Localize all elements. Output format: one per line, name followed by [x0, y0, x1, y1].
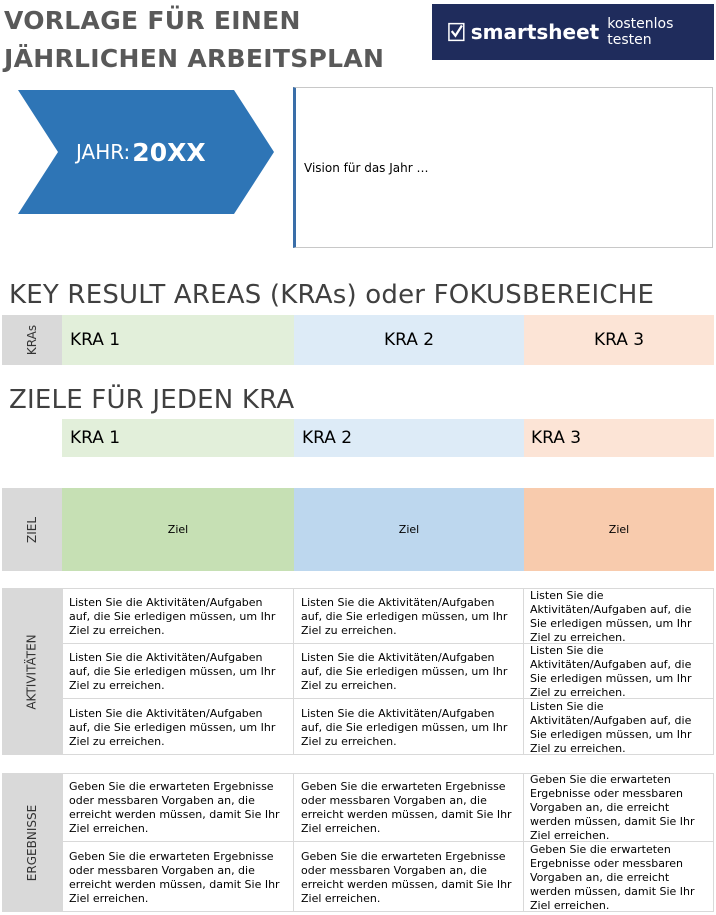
year-display: [76, 90, 206, 214]
activity-text: Listen Sie die Aktivitäten/Aufgaben auf, die Sie erledigen müssen, um Ihr Ziel zu erreichen.: [301, 706, 508, 748]
result-text: Geben Sie die erwarteten Ergebnisse oder messbaren Vorgaben an, die erreicht werden müssen, damit Sie Ihr Ziel erreichen.: [530, 842, 695, 912]
goal-kra-header-1: [62, 419, 294, 457]
activity-text: Listen Sie die Aktivitäten/Aufgaben auf, die Sie erledigen müssen, um Ihr Ziel zu erreichen.: [69, 651, 276, 692]
brand-name: smartsheet: [470, 20, 600, 44]
kra-cell-2[interactable]: [294, 315, 524, 365]
result-text: Geben Sie die erwarteten Ergebnisse oder messbaren Vorgaben an, die erreicht werden müssen, damit Sie Ihr Ziel erreichen.: [301, 780, 512, 835]
ziel-cell-1[interactable]: [62, 488, 294, 571]
kra-3-label: KRA 3: [593, 330, 645, 350]
year-value: 20XX: [132, 137, 206, 167]
result-text: Geben Sie die erwarteten Ergebnisse oder messbaren Vorgaben an, die erreicht werden müssen, damit Sie Ihr Ziel erreichen.: [530, 773, 695, 842]
goal-kra-1-label: KRA 1: [70, 428, 121, 448]
activity-cell[interactable]: [524, 699, 714, 755]
ziel-1-text: Ziel: [167, 523, 189, 536]
ziel-row-label: [2, 488, 62, 571]
year-arrow: [18, 90, 274, 214]
activities-row-label: [2, 588, 62, 755]
results-row-label: [2, 773, 62, 912]
result-cell[interactable]: [62, 773, 294, 842]
activity-cell[interactable]: [524, 644, 714, 699]
title-line-2: JÄHRLICHEN ARBEITSPLAN: [4, 44, 385, 73]
smartsheet-logo-icon: [448, 22, 465, 42]
result-cell[interactable]: [294, 842, 524, 912]
ziel-2-text: Ziel: [398, 523, 420, 536]
result-cell[interactable]: [62, 842, 294, 912]
title-line-1: VORLAGE FÜR EINEN: [4, 6, 301, 35]
result-text: Geben Sie die erwarteten Ergebnisse oder messbaren Vorgaben an, die erreicht werden müssen, damit Sie Ihr Ziel erreichen.: [69, 780, 280, 835]
ziel-cell-2[interactable]: [294, 488, 524, 571]
page-title: [4, 2, 384, 78]
result-cell[interactable]: [524, 842, 714, 912]
kras-row-label: [2, 315, 62, 365]
results-label-text: ERGEBNISSE: [25, 804, 39, 881]
activity-text: Listen Sie die Aktivitäten/Aufgaben auf, die Sie erledigen müssen, um Ihr Ziel zu erreichen.: [69, 595, 276, 637]
activity-cell[interactable]: [294, 644, 524, 699]
goal-kra-2-label: KRA 2: [302, 428, 353, 448]
activity-text: Listen Sie die Aktivitäten/Aufgaben auf, die Sie erledigen müssen, um Ihr Ziel zu erreichen.: [530, 699, 692, 755]
activity-text: Listen Sie die Aktivitäten/Aufgaben auf, die Sie erledigen müssen, um Ihr Ziel zu erreichen.: [530, 644, 692, 699]
activities-label-text: AKTIVITÄTEN: [25, 633, 40, 710]
goal-kra-header-2: [294, 419, 524, 457]
goal-kra-header-3: [524, 419, 714, 457]
kra-heading: KEY RESULT AREAS (KRAs) oder FOKUSBEREICHE: [9, 280, 655, 310]
result-cell[interactable]: [294, 773, 524, 842]
activity-text: Listen Sie die Aktivitäten/Aufgaben auf, die Sie erledigen müssen, um Ihr Ziel zu erreichen.: [530, 588, 692, 644]
ziel-label-text: ZIEL: [25, 516, 39, 543]
result-text: Geben Sie die erwarteten Ergebnisse oder messbaren Vorgaben an, die erreicht werden müssen, damit Sie Ihr Ziel erreichen.: [301, 849, 512, 905]
activity-cell[interactable]: [294, 699, 524, 755]
ziel-cell-3[interactable]: [524, 488, 714, 571]
goals-heading: ZIELE FÜR JEDEN KRA: [9, 385, 295, 415]
activity-cell[interactable]: [62, 644, 294, 699]
activity-cell[interactable]: [524, 588, 714, 644]
kra-cell-1[interactable]: [62, 315, 294, 365]
activity-cell[interactable]: [62, 699, 294, 755]
kra-1-label: KRA 1: [70, 330, 121, 350]
activity-text: Listen Sie die Aktivitäten/Aufgaben auf, die Sie erledigen müssen, um Ihr Ziel zu erreichen.: [301, 595, 508, 637]
vision-box[interactable]: [293, 87, 713, 248]
result-text: Geben Sie die erwarteten Ergebnisse oder messbaren Vorgaben an, die erreicht werden müssen, damit Sie Ihr Ziel erreichen.: [69, 849, 280, 905]
vision-text: Vision für das Jahr …: [304, 160, 429, 175]
year-label: JAHR:: [76, 140, 131, 164]
result-cell[interactable]: [524, 773, 714, 842]
kra-cell-3[interactable]: [524, 315, 714, 365]
free-trial-link[interactable]: kostenlos testen: [607, 16, 674, 48]
activity-cell[interactable]: [294, 588, 524, 644]
goal-kra-3-label: KRA 3: [531, 428, 582, 448]
smartsheet-banner[interactable]: [432, 4, 714, 60]
kra-2-label: KRA 2: [383, 330, 435, 350]
kras-label-text: KRAs: [25, 324, 39, 356]
activity-text: Listen Sie die Aktivitäten/Aufgaben auf, die Sie erledigen müssen, um Ihr Ziel zu erreichen.: [301, 651, 508, 692]
activity-text: Listen Sie die Aktivitäten/Aufgaben auf, die Sie erledigen müssen, um Ihr Ziel zu erreichen.: [69, 706, 276, 748]
ziel-3-text: Ziel: [608, 523, 630, 536]
activity-cell[interactable]: [62, 588, 294, 644]
